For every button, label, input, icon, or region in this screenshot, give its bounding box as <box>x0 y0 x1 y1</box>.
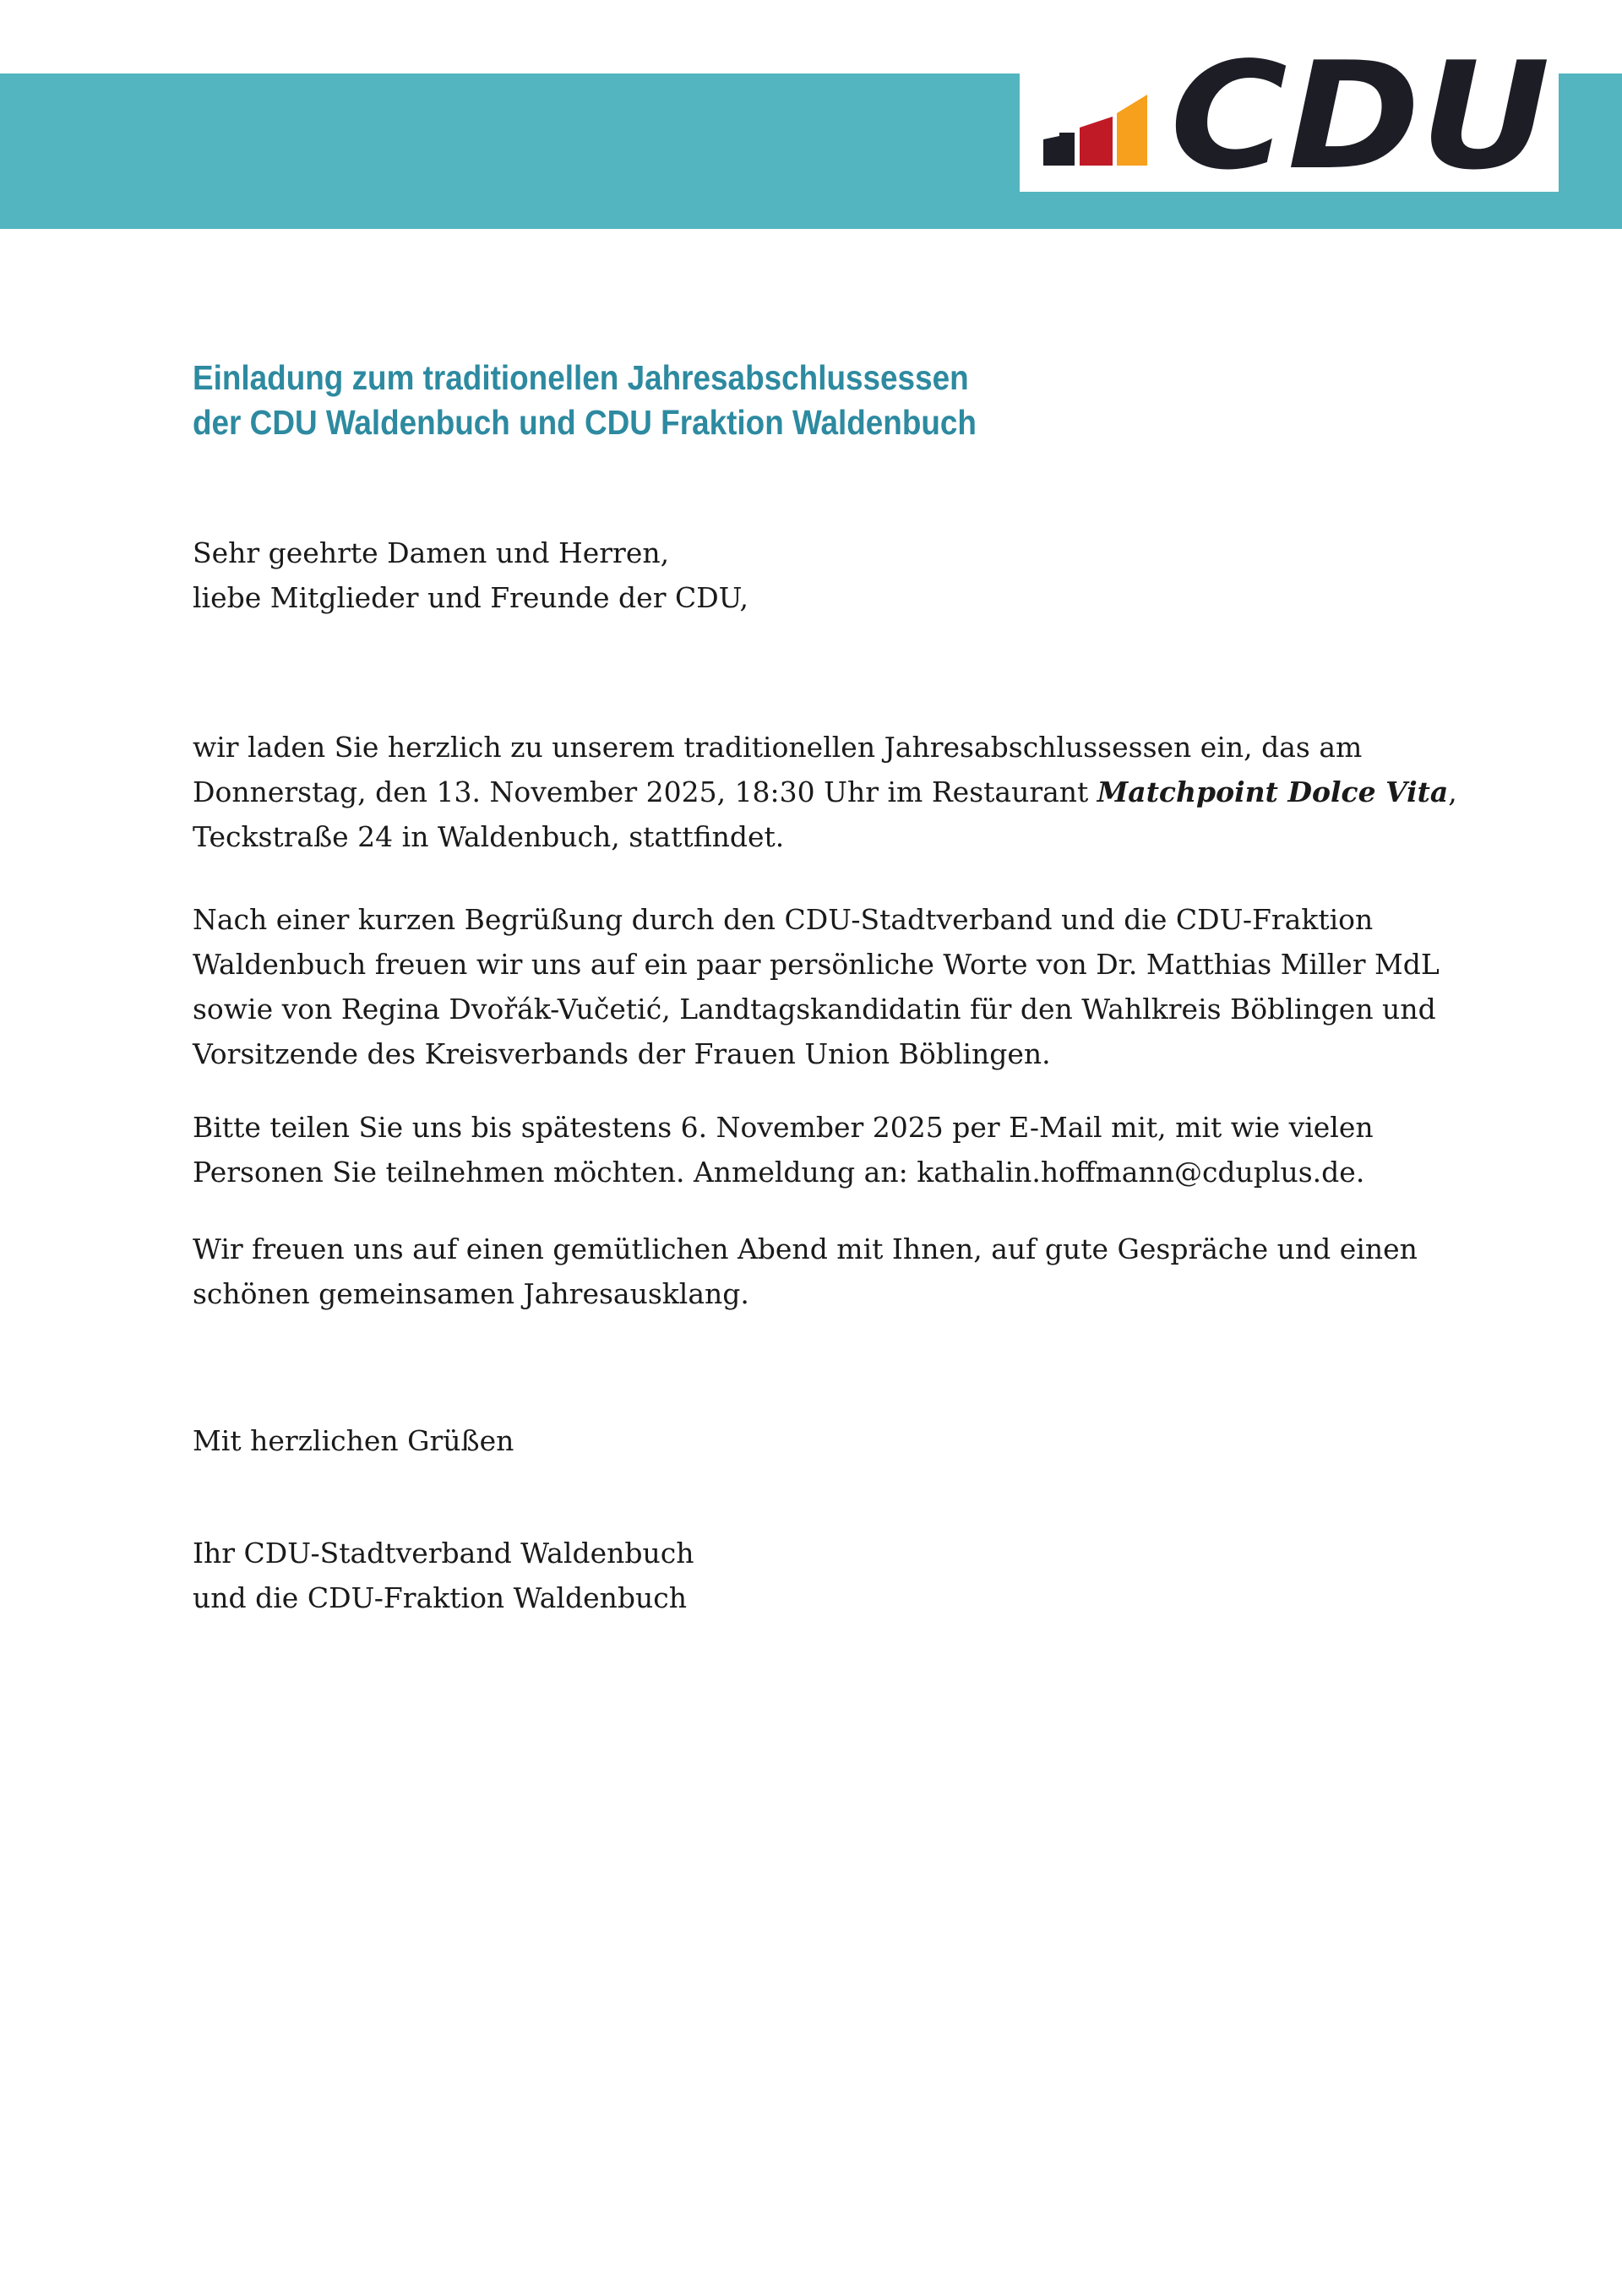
paragraph-outlook <box>193 1227 1418 1316</box>
page-title-line1: Einladung zum traditionellen Jahresabschlussessen <box>193 358 969 397</box>
cdu-logo-graphic <box>1020 51 1559 192</box>
band-label-text: STADTVERBAND und FRAKTION WALDENBUCH <box>193 238 660 265</box>
text-line: Wir freuen uns auf einen gemütlichen Abend mit Ihnen, auf gute Gespräche und einen <box>193 1232 1418 1265</box>
text-line: wir laden Sie herzlich zu unserem traditionellen Jahresabschlussessen ein, das am <box>193 731 1363 764</box>
closing <box>193 1418 514 1463</box>
salutation-line: Sehr geehrte Damen und Herren, <box>193 536 670 569</box>
page-title-line2: der CDU Waldenbuch und CDU Fraktion Waldenbuch <box>193 403 977 442</box>
cdu-logo <box>1020 51 1559 192</box>
text-segment: , <box>1448 775 1457 808</box>
paragraph-rsvp <box>193 1105 1374 1194</box>
salutation-line: liebe Mitglieder und Freunde der CDU, <box>193 581 748 614</box>
closing-line: Mit herzlichen Grüßen <box>193 1424 514 1457</box>
band-label <box>193 237 748 266</box>
signature-line: und die CDU-Fraktion Waldenbuch <box>193 1581 687 1614</box>
paragraph-invitation <box>193 725 1457 859</box>
text-line: Bitte teilen Sie uns bis spätestens 6. November 2025 per E-Mail mit, mit wie vielen <box>193 1111 1374 1144</box>
salutation <box>193 530 748 620</box>
text-line: Personen Sie teilnehmen möchten. Anmeldung an: kathalin.hoffmann@cduplus.de. <box>193 1156 1365 1189</box>
signature <box>193 1531 694 1620</box>
text-line: Nach einer kurzen Begrüßung durch den CDU-Stadtverband und die CDU-Fraktion <box>193 903 1374 936</box>
text-line: Teckstraße 24 in Waldenbuch, stattfindet. <box>193 820 785 853</box>
restaurant-name: Matchpoint Dolce Vita <box>1097 775 1449 808</box>
page-title <box>193 356 1064 445</box>
logo-text: CDU <box>1170 51 1550 192</box>
text-line: sowie von Regina Dvořák-Vučetić, Landtagskandidatin für den Wahlkreis Böblingen und <box>193 993 1436 1026</box>
logo-bar-red-icon <box>1080 117 1113 166</box>
text-line: Vorsitzende des Kreisverbands der Frauen Union Böblingen. <box>193 1037 1051 1070</box>
text-segment: Donnerstag, den 13. November 2025, 18:30 Uhr im Restaurant <box>193 775 1097 808</box>
signature-line: Ihr CDU-Stadtverband Waldenbuch <box>193 1537 694 1570</box>
logo-bar-black-icon <box>1043 133 1075 166</box>
logo-bar-gold-icon <box>1117 95 1147 166</box>
paragraph-program <box>193 897 1440 1076</box>
text-line <box>193 770 1457 814</box>
text-line: Waldenbuch freuen wir uns auf ein paar persönliche Worte von Dr. Matthias Miller MdL <box>193 948 1440 981</box>
text-line: schönen gemeinsamen Jahresausklang. <box>193 1277 749 1310</box>
